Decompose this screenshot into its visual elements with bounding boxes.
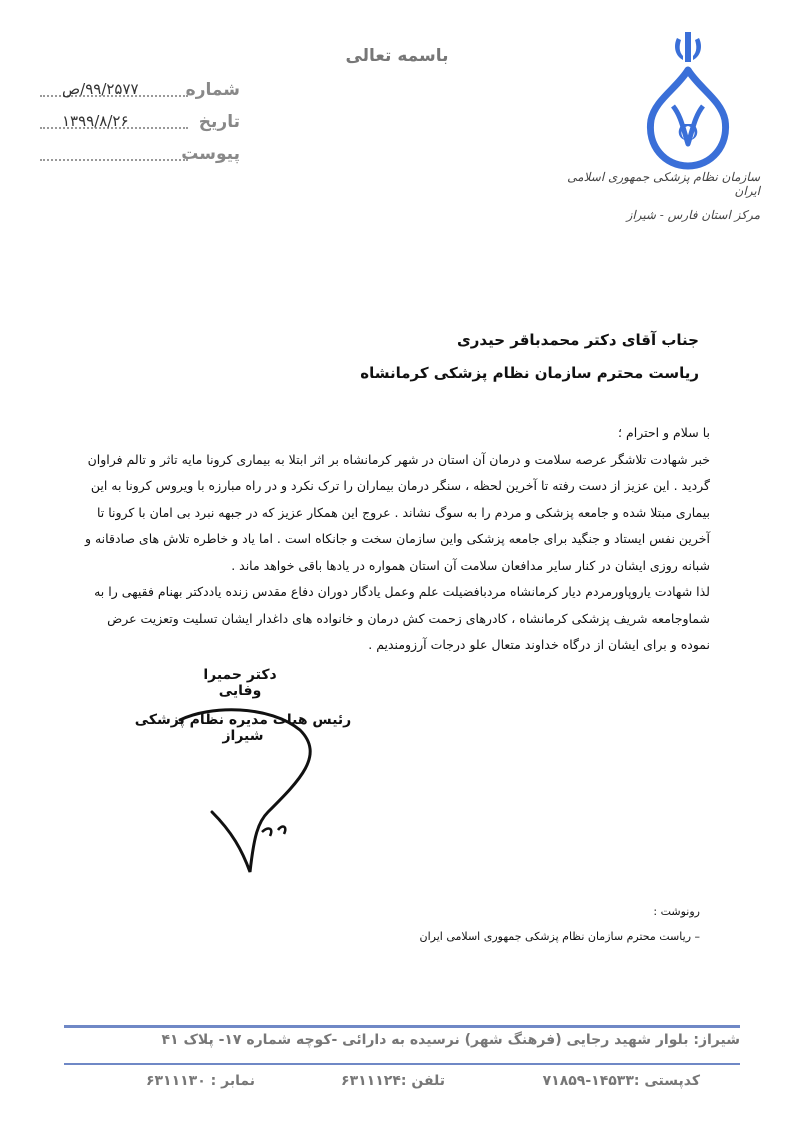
footer-fax: نمابر : ۶۳۱۱۱۳۰ [145, 1073, 255, 1089]
body-paragraph-2: لذا شهادت یاروپاورمردم دیار کرمانشاه مردبافضیلت علم وعمل یادگار دوران دفاع مقدس زنده یاددکتر بهنام فقیهی را به شماوجامعه شریف پزشکی کرمانشاه ، کادرهای زحمت کش درمان و خانواده های داغدار ایشان تسلیت وتعزیت عرض نموده و برای ایشان از درگاه خداوند متعال علو درجات آرزومندیم . [94, 584, 710, 652]
letter-number-value: ۹۹/۲۵۷۷/ص [62, 80, 139, 98]
letter-date-row [40, 112, 240, 134]
medical-council-emblem-icon [633, 28, 743, 178]
footer-middle-rule [64, 1063, 740, 1065]
letter-number-row [40, 80, 240, 102]
signer-title: رئیس هیات مدیره نظام پزشکی شیراز [134, 712, 352, 744]
body-paragraph-1: خبر شهادت تلاشگر عرصه سلامت و درمان آن استان در شهر کرمانشاه بر اثر ابتلا به بیماری کرونا مایه تاثر و تالم فراوان گردید . این عزیز از دست رفته تا آخرین لحظه ، سنگر درمان بیماران را ترک نکرد و در راه مبارزه با ویروس کرونا به این بیماری مبتلا شده و جامعه پزشکی و مردم را به سوگ نشاند . عروج این همکار عزیز که در جبهه نبرد بی امان با کرونا تا آخرین نفس ایستاد و جنگید برای جامعه پزشکی واین سازمان سخت و جانکاه است . اما یاد و خاطره تلاش های صادقانه و شبانه روزی ایشان در کنار سایر مدافعان سلامت آن استان همواره در یادها باقی خواهد ماند . [84, 451, 710, 573]
basmala-heading: باسمه تعالی [345, 46, 449, 66]
cc-title: رونوشت : [653, 905, 700, 918]
recipient-name: جناب آقای دکتر محمدباقر حیدری [457, 331, 699, 349]
footer-phone: تلفن :۶۳۱۱۱۲۴ [341, 1073, 445, 1089]
letter-attachment-dots [40, 159, 188, 161]
org-name: سازمان نظام پزشکی جمهوری اسلامی ایران [567, 170, 760, 198]
org-branch: مرکز استان فارس - شیراز [626, 208, 760, 222]
letter-date-label: تاریخ [198, 112, 240, 132]
letter-body [84, 420, 710, 659]
signer-name: دکتر حمیرا وفایی [203, 667, 277, 699]
letter-number-label: شماره [185, 80, 240, 100]
cc-item: – ریاست محترم سازمان نظام پزشکی جمهوری اسلامی ایران [419, 930, 700, 943]
letter-attachment-label: پیوست [181, 144, 240, 164]
recipient-title: ریاست محترم سازمان نظام پزشکی کرمانشاه [360, 364, 699, 382]
footer-address: شیراز: بلوار شهید رجایی (فرهنگ شهر) نرسیده به دارائی -کوچه شماره ۱۷- پلاک ۴۱ [161, 1032, 740, 1048]
footer-top-rule [64, 1025, 740, 1028]
greeting: با سلام و احترام ؛ [618, 425, 710, 440]
letter-date-value: ۱۳۹۹/۸/۲۶ [62, 112, 129, 130]
letter-attachment-row [40, 144, 240, 166]
footer-postal-code: کدپستی :۱۴۵۳۳-۷۱۸۵۹ [542, 1073, 700, 1089]
